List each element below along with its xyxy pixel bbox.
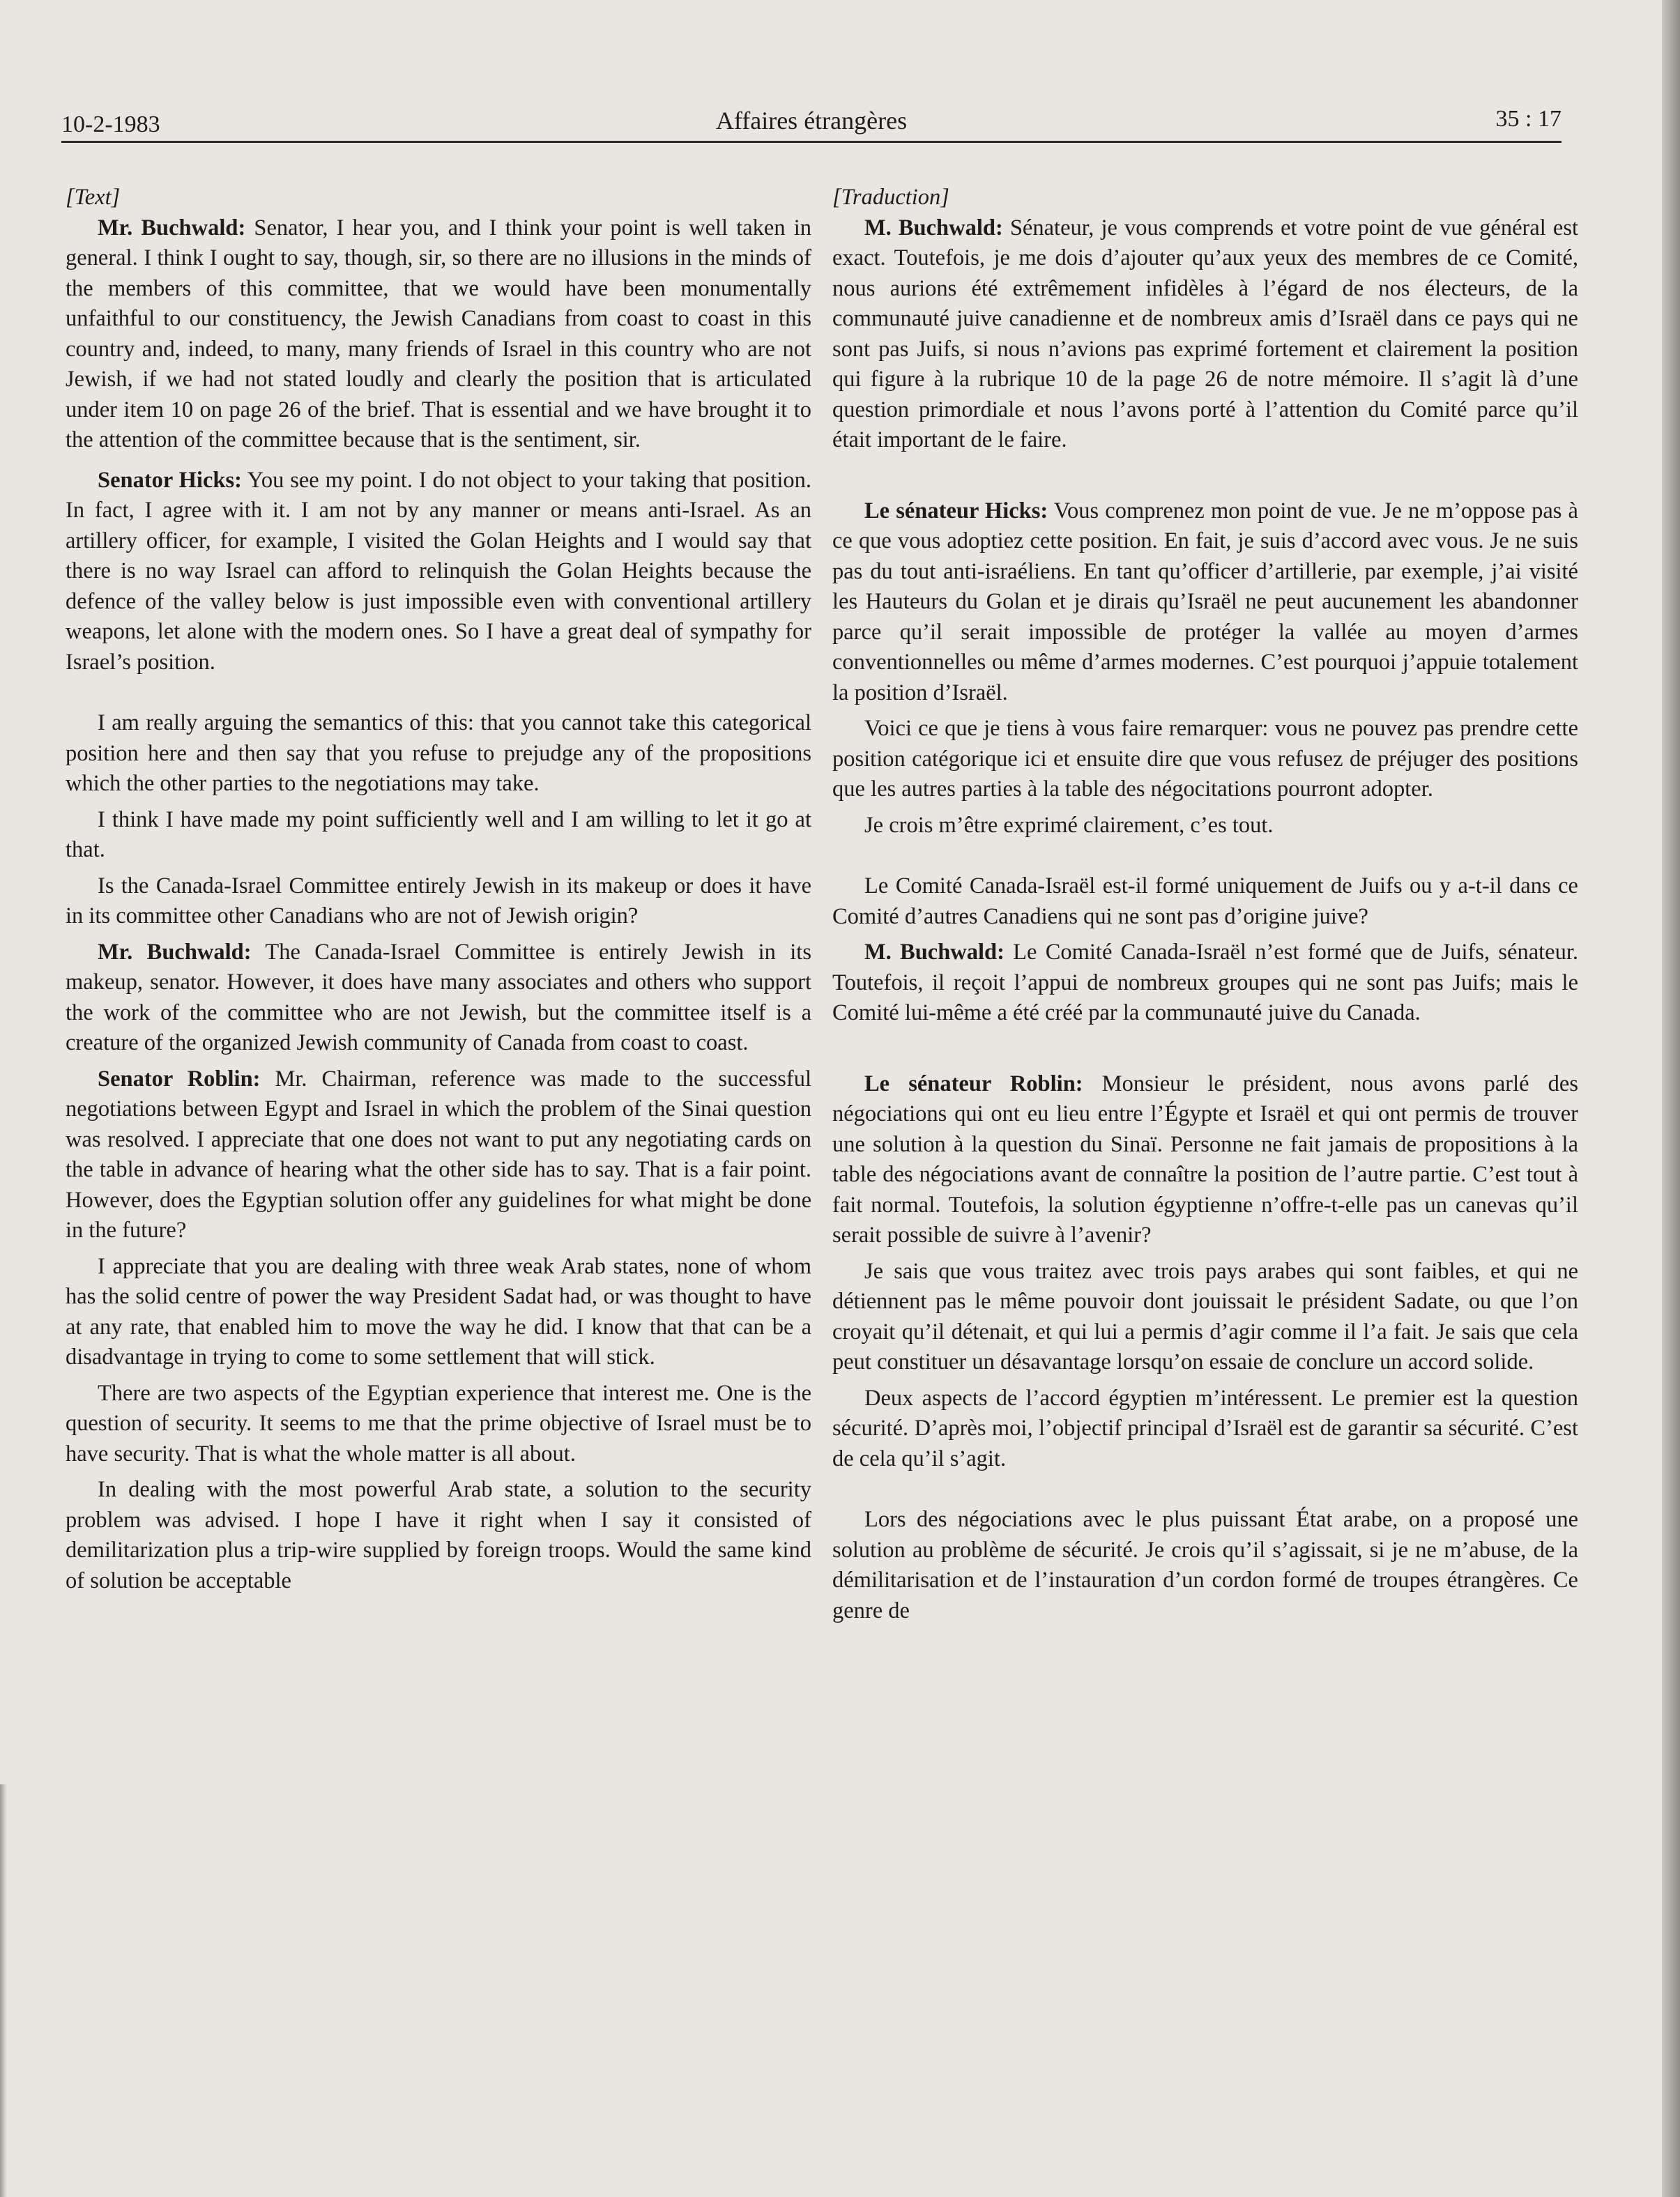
paragraph-text: I think I have made my point sufficiently well and I am willing to let it go at that. <box>66 806 811 862</box>
paragraph-text: Lors des négociations avec le plus puissant État arabe, on a proposé une solution au problème de sécurité. Je crois qu’il s’agissait, si je ne m’abuse, de la démilitarisation et de l’instauration d’un cordon formé de troupes étrangères. Ce genre de <box>832 1507 1578 1623</box>
column-label: [Traduction] <box>832 185 949 210</box>
paragraph-text: I appreciate that you are dealing with three weak Arab states, none of whom has the solid centre of power the way President Sadat had, or was thought to have at any rate, that enabled him to move the way he did. I know that that can be a disadvantage in trying to come to some settlement that will stick. <box>66 1253 811 1370</box>
paragraph <box>832 714 1578 805</box>
paragraph-text: Sénateur, je vous comprends et votre point de vue général est exact. Toutefois, je me dois d’ajouter qu’aux yeux des membres de ce Comité, nous aurions été extrêmement infidèles à l’égard de nos électeurs, de la communauté juive canadienne et de nombreux amis d’Israël dans ce pays qui ne sont pas Juifs, si nous n’avions pas exprimé fortement et clairement la position qui figure à la rubrique 10 de la page 26 de notre mémoire. Il s’agit là d’une question primordiale et nous l’avons porté à l’attention du Comité parce qu’il était important de le faire. <box>832 215 1578 452</box>
paragraph-text: Is the Canada-Israel Committee entirely Jewish in its makeup or does it have in its committee other Canadians who are not of Jewish origin? <box>66 873 811 928</box>
paragraph <box>66 1064 811 1246</box>
paragraph <box>832 496 1578 709</box>
paragraph-text: You see my point. I do not object to your taking that position. In fact, I agree with it. I am not by any manner or means anti-Israel. As an artillery officer, for example, I visited the Golan Heights and I would say that there is no way Israel can afford to relinquish the Golan Heights because the defence of the valley below is just impossible even with conventional artillery weapons, let alone with the modern ones. So I have a great deal of sympathy for Israel’s position. <box>66 467 812 675</box>
speaker-name: Senator Hicks: <box>98 467 242 493</box>
paragraph-text: There are two aspects of the Egyptian experience that interest me. One is the question of security. It seems to me that the prime objective of Israel must be to have security. That is what the whole matter is all about. <box>66 1380 811 1467</box>
speaker-name: Le sénateur Hicks: <box>864 498 1048 523</box>
header-title: Affaires étrangères <box>715 107 908 135</box>
header-page-number: 35 : 17 <box>1495 106 1561 132</box>
paragraph <box>66 871 811 932</box>
speaker-name: Le sénateur Roblin: <box>864 1071 1083 1096</box>
speaker-name: M. Buchwald: <box>864 215 1003 240</box>
speaker-name: Senator Roblin: <box>98 1066 261 1092</box>
paragraph-text: Voici ce que je tiens à vous faire remarquer: vous ne pouvez pas prendre cette position catégorique ici et ensuite dire que vous refusez de préjuger des positions que les autres parties à la table des négocitations pourront adopter. <box>832 716 1578 802</box>
paragraph <box>66 1252 811 1373</box>
running-header <box>61 98 1561 143</box>
speaker-name: M. Buchwald: <box>864 940 1005 965</box>
speaker-name: Mr. Buchwald: <box>98 939 252 965</box>
paragraph <box>832 1384 1578 1475</box>
paragraph <box>66 466 811 678</box>
paragraph-text: Le Comité Canada-Israël est-il formé uniquement de Juifs ou y a-t-il dans ce Comité d’autres Canadiens qui ne sont pas d’origine juive? <box>832 873 1578 929</box>
paragraph <box>832 937 1578 1029</box>
paragraph <box>832 1505 1578 1626</box>
paragraph <box>832 1069 1578 1251</box>
english-column <box>66 183 811 1596</box>
paragraph <box>66 1475 811 1596</box>
paragraph-text: Mr. Chairman, reference was made to the successful negotiations between Egypt and Israel in which the problem of the Sinai question was resolved. I appreciate that one does not want to put any negotiating cards on the table in advance of hearing what the other side has to say. That is a fair point. However, does the Egyptian solution offer any guidelines for what might be done in the future? <box>66 1066 811 1243</box>
header-date: 10-2-1983 <box>61 112 160 137</box>
paragraph <box>66 213 811 456</box>
paragraph-text: Monsieur le président, nous avons parlé des négociations qui ont eu lieu entre l’Égypte et Israël et qui ont permis de trouver une solution à la question du Sinaï. Personne ne fait jamais de propositions à la table des négociations avant de connaître la position de l’autre partie. C’est tout à fait normal. Toutefois, la solution égyptienne n’offre-t-elle pas un canevas qu’il serait possible de suivre à l’avenir? <box>832 1071 1578 1248</box>
paragraph <box>832 811 1578 841</box>
paragraph-text: In dealing with the most powerful Arab state, a solution to the security problem was advised. I hope I have it right when I say it consisted of demilitarization plus a trip-wire supplied by foreign troops. Would the same kind of solution be acceptable <box>66 1477 811 1593</box>
paragraph-text: Je sais que vous traitez avec trois pays arabes qui sont faibles, et qui ne détiennent pas le même pouvoir dont jouissait le président Sadate, ou que l’on croyait qu’il détenait, et qui lui a permis d’agir comme il l’a fait. Je sais que cela peut constituer un désavantage lorsqu’on essaie de conclure un accord solide. <box>832 1258 1578 1375</box>
paragraph-text: Senator, I hear you, and I think your point is well taken in general. I think I ought to say, though, sir, so there are no illusions in the minds of the members of this committee, that we would have been monumentally unfaithful to our constituency, the Jewish Canadians from coast to coast in this country and, indeed, to many, many friends of Israel in this country who are not Jewish, if we had not stated loudly and clearly the position that is articulated under item 10 on page 26 of the brief. That is essential and we have brought it to the attention of the committee because that is the sentiment, sir. <box>66 215 811 452</box>
french-column <box>832 183 1578 1626</box>
paragraph <box>66 1379 811 1470</box>
paragraph <box>66 805 811 866</box>
paragraph <box>66 937 811 1059</box>
column-label: [Text] <box>66 185 121 210</box>
paragraph-text: Le Comité Canada-Israël n’est formé que de Juifs, sénateur. Toutefois, il reçoit l’appui de nombreux groupes qui ne sont pas Juifs; mais le Comité lui-même a été créé par la communauté juive du Canada. <box>832 940 1578 1025</box>
paragraph-text: Vous comprenez mon point de vue. Je ne m’oppose pas à ce que vous adoptiez cette position. En fait, je suis d’accord avec vous. Je ne suis pas du tout anti-israéliens. En tant qu’officer d’artillerie, par exemple, j’ai visité les Hauteurs du Golan et je dirais qu’Israël ne peut aucunement les abandonner parce qu’il serait impossible de protéger la vallée au moyen d’armes conventionnelles ou même d’armes modernes. C’est pourquoi j’appuie totalement la position d’Israël. <box>832 498 1578 705</box>
paragraph <box>832 213 1578 456</box>
paragraph-text: Deux aspects de l’accord égyptien m’intéressent. Le premier est la question sécurité. D’après moi, l’objectif principal d’Israël est de garantir sa sécurité. C’est de cela qu’il s’agit. <box>832 1385 1578 1471</box>
paragraph-text: Je crois m’être exprimé clairement, c’es tout. <box>864 812 1274 838</box>
paragraph-text: The Canada-Israel Committee is entirely Jewish in its makeup, senator. However, it does have many associates and others who support the work of the committee who are not Jewish, but the committee itself is a creature of the organized Jewish community of Canada from coast to coast. <box>66 939 811 1055</box>
paragraph-text: I am really arguing the semantics of this: that you cannot take this categorical position here and then say that you refuse to prejudge any of the propositions which the other parties to the negotiations may take. <box>66 710 811 796</box>
page-edge-shadow <box>0 1784 7 2197</box>
paragraph <box>832 871 1578 932</box>
paragraph <box>66 708 811 799</box>
speaker-name: Mr. Buchwald: <box>98 215 246 240</box>
paragraph <box>832 1257 1578 1378</box>
page-spine-shadow <box>1662 0 1680 2197</box>
